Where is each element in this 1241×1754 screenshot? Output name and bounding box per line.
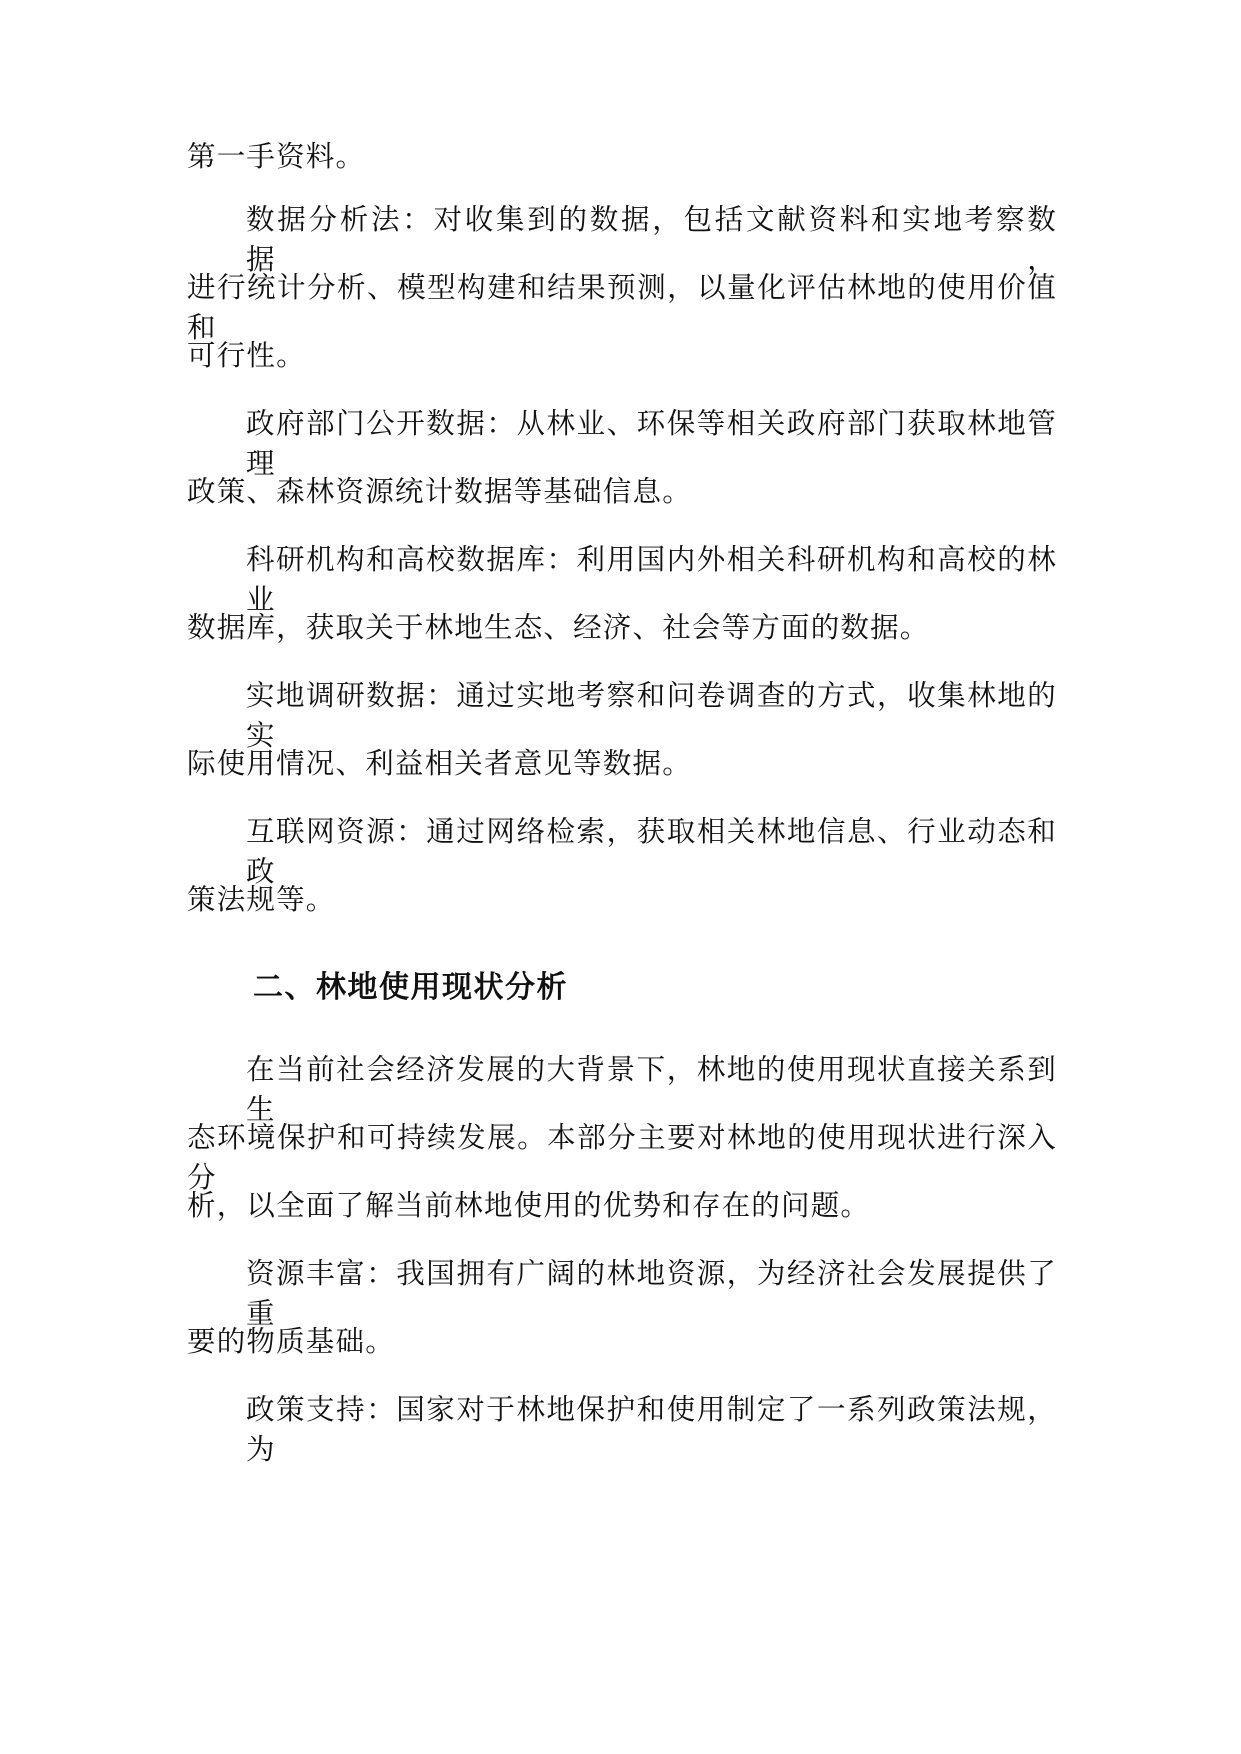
paragraph-data-analysis-line-1: 数据分析法：对收集到的数据，包括文献资料和实地考察数据， <box>246 203 1057 276</box>
paragraph-policy-support-line-1: 政策支持：国家对于林地保护和使用制定了一系列政策法规，为 <box>246 1393 1057 1466</box>
paragraph-internet-line-1: 互联网资源：通过网络检索，获取相关林地信息、行业动态和政 <box>246 815 1057 888</box>
paragraph-government-data-line-1: 政府部门公开数据：从林业、环保等相关政府部门获取林地管理 <box>246 407 1057 480</box>
text-line: 第一手资料。 <box>187 140 366 173</box>
paragraph-status-intro-line-1: 在当前社会经济发展的大背景下，林地的使用现状直接关系到生 <box>246 1053 1057 1126</box>
section-heading: 二、林地使用现状分析 <box>253 970 568 1005</box>
paragraph-field-survey-line-2: 际使用情况、利益相关者意见等数据。 <box>187 747 692 780</box>
paragraph-data-analysis-line-2: 进行统计分析、模型构建和结果预测，以量化评估林地的使用价值和 <box>187 271 1057 344</box>
paragraph-research-database-line-2: 数据库，获取关于林地生态、经济、社会等方面的数据。 <box>187 611 930 644</box>
paragraph-data-analysis-line-3: 可行性。 <box>187 339 306 372</box>
paragraph-internet-line-2: 策法规等。 <box>187 883 336 916</box>
paragraph-status-intro-line-3: 析，以全面了解当前林地使用的优势和存在的问题。 <box>187 1189 871 1222</box>
paragraph-field-survey-line-1: 实地调研数据：通过实地考察和问卷调查的方式，收集林地的实 <box>246 679 1057 752</box>
paragraph-research-database-line-1: 科研机构和高校数据库：利用国内外相关科研机构和高校的林业 <box>246 543 1057 616</box>
paragraph-resources-line-2: 要的物质基础。 <box>187 1325 395 1358</box>
paragraph-resources-line-1: 资源丰富：我国拥有广阔的林地资源，为经济社会发展提供了重 <box>246 1257 1057 1330</box>
paragraph-government-data-line-2: 政策、森林资源统计数据等基础信息。 <box>187 475 692 508</box>
paragraph-status-intro-line-2: 态环境保护和可持续发展。本部分主要对林地的使用现状进行深入分 <box>187 1121 1057 1194</box>
